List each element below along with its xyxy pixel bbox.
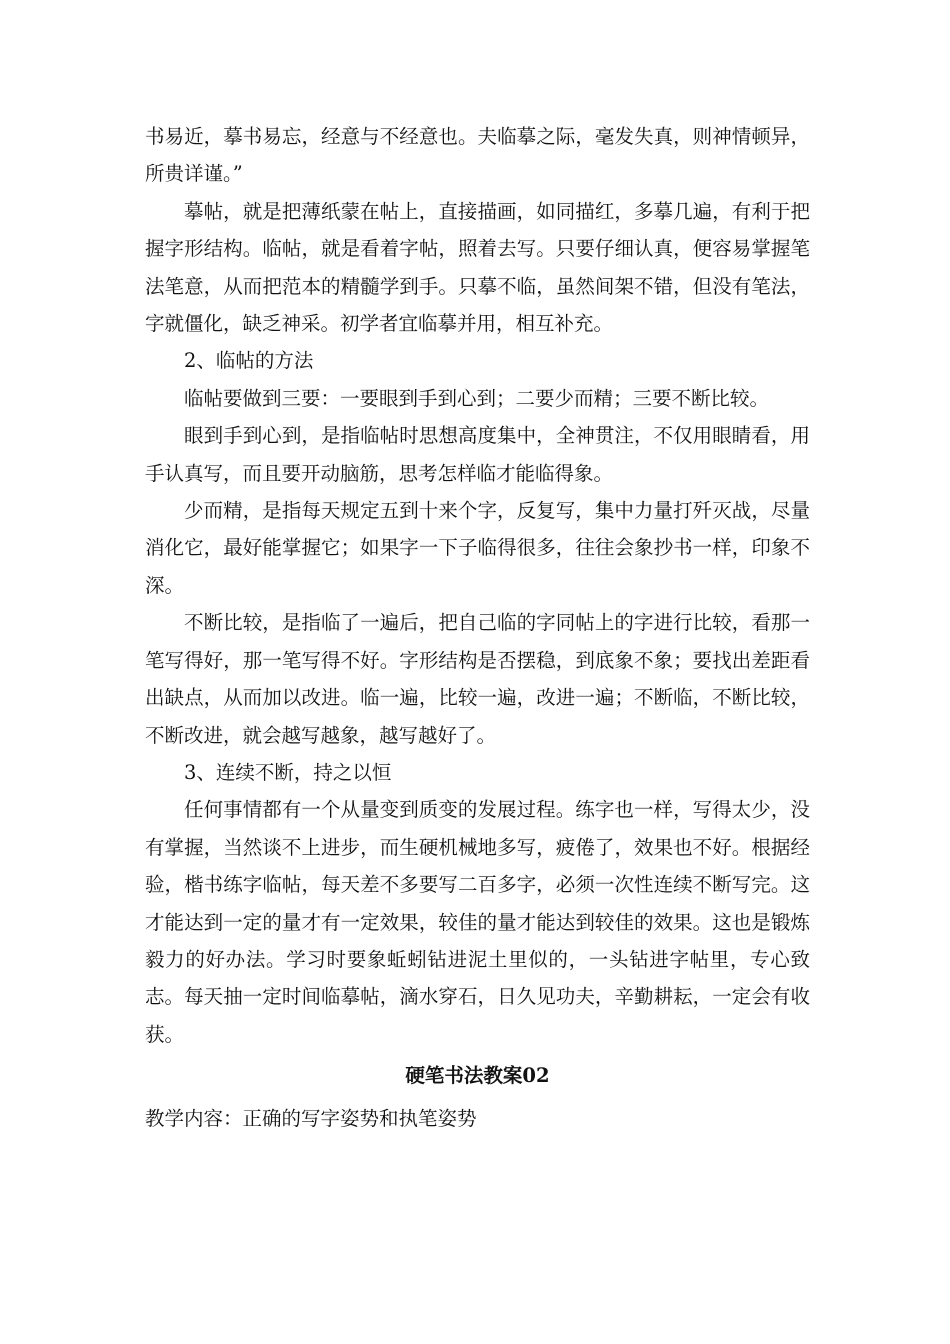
subheading-persistence: 3、连续不断，持之以恒 — [184, 760, 392, 784]
teaching-content-line: 教学内容：正确的写字姿势和执笔姿势 — [145, 1107, 477, 1131]
section-title: 硬笔书法教案02 — [405, 1064, 550, 1088]
paragraph-continued-quote: 书易近，摹书易忘，经意与不经意也。夫临摹之际，毫发失真，则神情顿异，所贵详谨。” — [145, 125, 810, 186]
paragraph-constant-comparison: 不断比较，是指临了一遍后，把自己临的字同帖上的字进行比较，看那一笔写得好，那一笔写得不好。字形结构是否摆稳，到底象不象；要找出差距看出缺点，从而加以改进。临一遍，比较一遍，改进一遍；不断临，不断比较，不断改进，就会越写越象，越写越好了。 — [145, 611, 810, 747]
paragraph-three-requirements: 临帖要做到三要：一要眼到手到心到；二要少而精；三要不断比较。 — [184, 386, 770, 410]
subheading-lintie-method: 2、临帖的方法 — [184, 349, 314, 373]
paragraph-eye-hand-mind: 眼到手到心到，是指临帖时思想高度集中，全神贯注，不仅用眼睛看，用手认真写，而且要开动脑筋，思考怎样临才能临得象。 — [145, 424, 810, 485]
document-body — [145, 118, 810, 1139]
paragraph-persistence-body: 任何事情都有一个从量变到质变的发展过程。练字也一样，写得太少，没有掌握，当然谈不上进步，而生硬机械地多写，疲倦了，效果也不好。根据经验，楷书练字临帖，每天差不多要写二百多字，必须一次性连续不断写完。这才能达到一定的量才有一定效果，较佳的量才能达到较佳的效果。这也是锻炼毅力的好办法。学习时要象蚯蚓钻进泥土里似的，一头钻进字帖里，专心致志。每天抽一定时间临摹帖，滴水穿石，日久见功夫，辛勤耕耘，一定会有收获。 — [145, 798, 810, 1046]
paragraph-few-but-fine: 少而精，是指每天规定五到十来个字，反复写，集中力量打歼灭战，尽量消化它，最好能掌握它；如果字一下子临得很多，往往会象抄书一样，印象不深。 — [145, 499, 810, 597]
paragraph-mofu-explanation: 摹帖，就是把薄纸蒙在帖上，直接描画，如同描红，多摹几遍，有利于把握字形结构。临帖，就是看着字帖，照着去写。只要仔细认真，便容易掌握笔法笔意，从而把范本的精髓学到手。只摹不临，虽然间架不错，但没有笔法，字就僵化，缺乏神采。初学者宜临摹并用，相互补充。 — [145, 199, 810, 336]
